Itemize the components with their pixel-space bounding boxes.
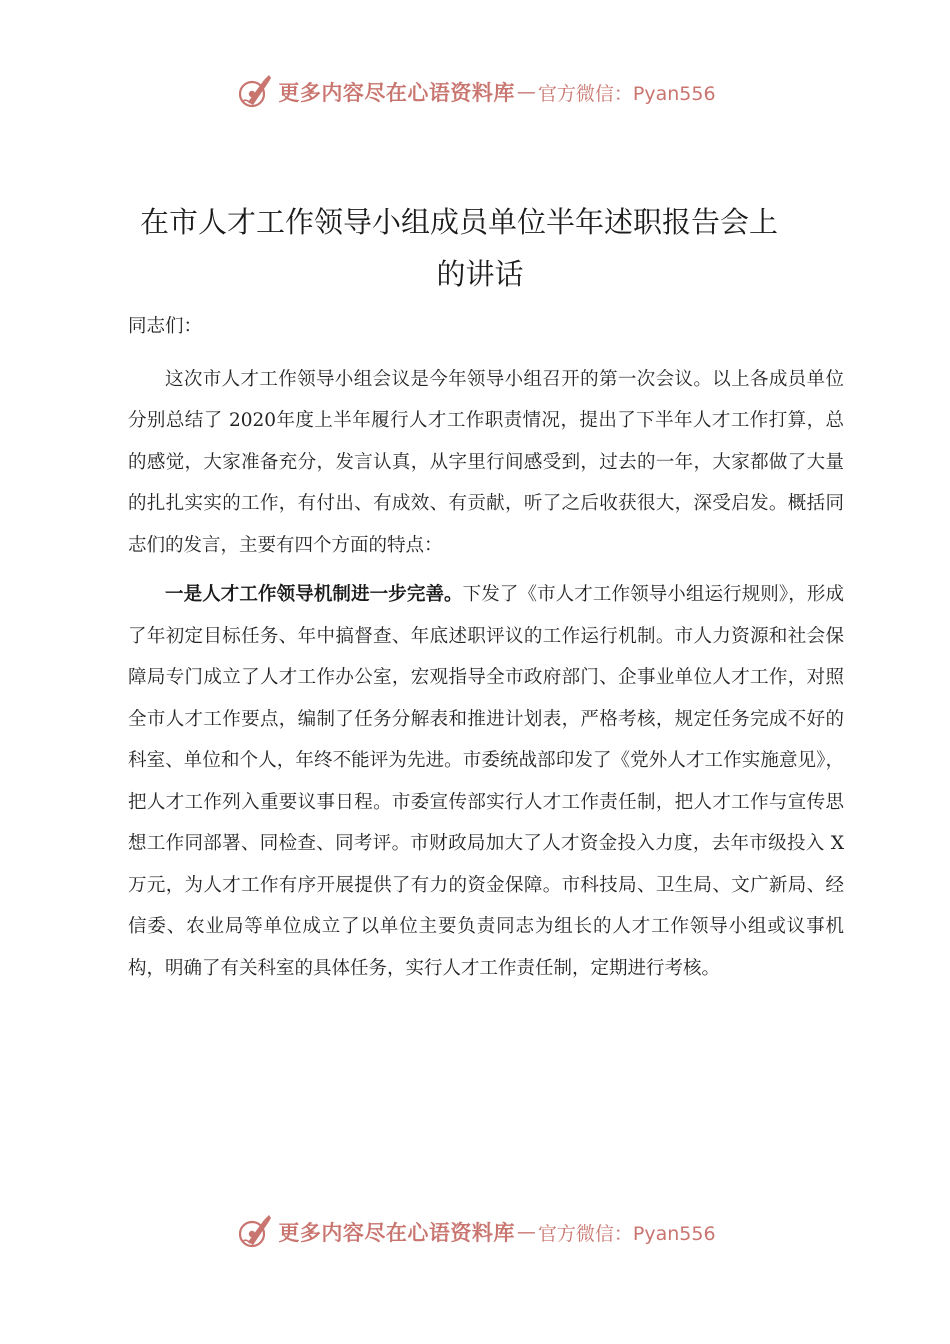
banner-brand-text: 更多内容尽在心语资料库 bbox=[278, 80, 515, 105]
header-watermark-banner bbox=[0, 70, 950, 114]
banner-wechat-text: 官方微信：Pyan556 bbox=[537, 1222, 716, 1245]
footer-watermark-banner bbox=[0, 1210, 950, 1254]
pen-nib-logo-icon bbox=[234, 1212, 274, 1252]
paragraph-2-lead: 一是人才工作领导机制进一步完善。 bbox=[165, 584, 463, 605]
greeting: 同志们： bbox=[128, 316, 203, 337]
document-title bbox=[120, 196, 840, 300]
banner-dash: — bbox=[516, 81, 536, 103]
title-line-2: 的讲话 bbox=[436, 257, 524, 291]
banner-wechat-text: 官方微信：Pyan556 bbox=[537, 82, 716, 105]
paragraph-2-body: 下发了《市人才工作领导小组运行规则》，形成了年初定目标任务、年中搞督查、年底述职评议的工作运行机制。市人力资源和社会保障局专门成立了人才工作办公室，宏观指导全市政府部门、企事业单位人才工作，对照全市人才工作要点，编制了任务分解表和推进计划表，严格考核，规定任务完成不好的科室、单位和个人，年终不能评为先进。市委统战部印发了《党外人才工作实施意见》，把人才工作列入重要议事日程。市委宣传部实行人才工作责任制，把人才工作与宣传思想工作同部署、同检查、同考评。市财政局加大了人才资金投入力度，去年市级投入 X 万元，为人才工作有序开展提供了有力的资金保障。市科技局、卫生局、文广新局、经信委、农业局等单位成立了以单位主要负责同志为组长的人才工作领导小组或议事机构，明确了有关科室的具体任务，实行人才工作责任制，定期进行考核。 bbox=[128, 584, 844, 979]
pen-nib-logo-icon bbox=[234, 72, 274, 112]
title-line-1: 在市人才工作领导小组成员单位半年述职报告会上 bbox=[140, 205, 779, 239]
banner-brand-text: 更多内容尽在心语资料库 bbox=[278, 1220, 515, 1245]
paragraph-1: 这次市人才工作领导小组会议是今年领导小组召开的第一次会议。以上各成员单位分别总结了 2020年度上半年履行人才工作职责情况，提出了下半年人才工作打算，总的感觉，大家准备充分，发言认真，从字里行间感受到，过去的一年，大家都做了大量的扎扎实实的工作，有付出、有成效、有贡献，听了之后收获很大，深受启发。概括同志们的发言，主要有四个方面的特点： bbox=[128, 368, 844, 556]
paragraph-2 bbox=[128, 574, 844, 989]
document-body bbox=[128, 306, 844, 997]
banner-dash: — bbox=[516, 1221, 536, 1243]
